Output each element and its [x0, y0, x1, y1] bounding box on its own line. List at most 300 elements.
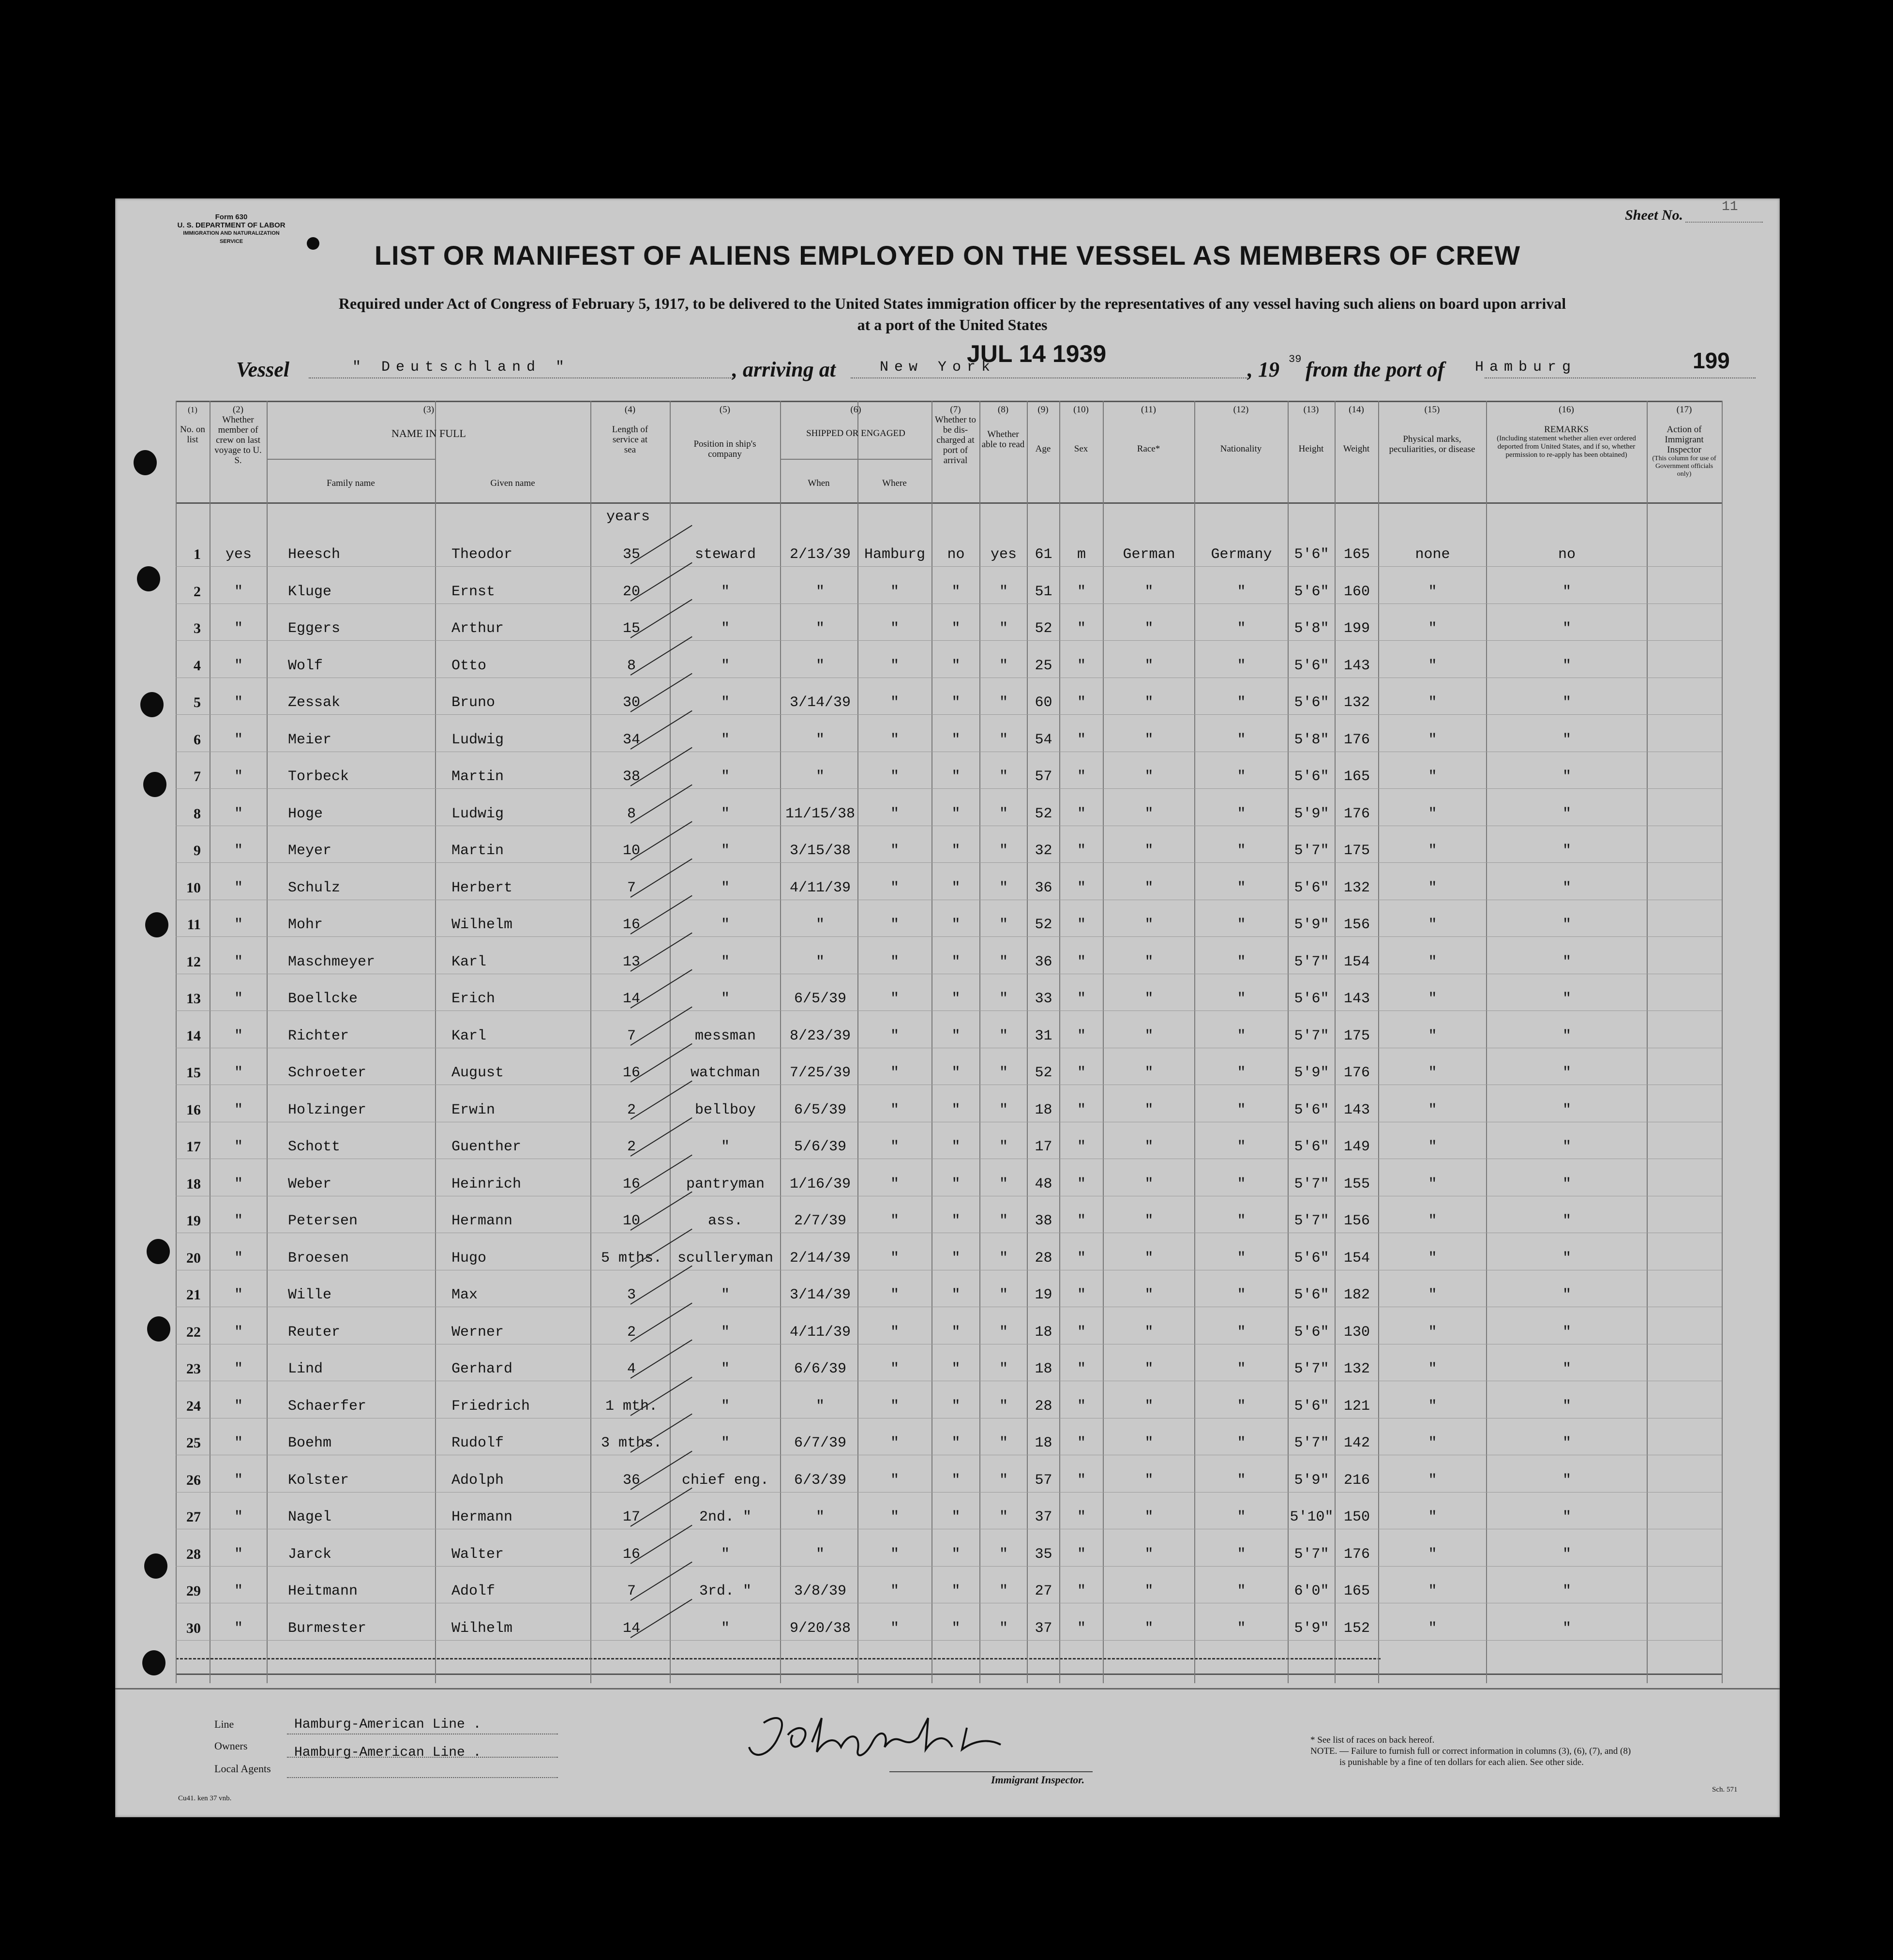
- cell-when: 4/11/39: [789, 1324, 851, 1341]
- cell-given: Walter: [451, 1546, 504, 1563]
- punch-hole: [143, 772, 166, 797]
- name-subheader-rule: [267, 459, 435, 460]
- vessel-name: " Deutschland ": [352, 359, 571, 376]
- cell-given: Gerhard: [451, 1361, 513, 1377]
- cell-remarks: ": [1562, 731, 1571, 748]
- cell-family: Heesch: [288, 546, 341, 563]
- cell-last: ": [234, 1065, 243, 1081]
- cell-weight: 182: [1343, 1287, 1370, 1303]
- cell-remarks: ": [1562, 694, 1571, 711]
- cell-race: ": [1144, 805, 1154, 822]
- cell-remarks: ": [1562, 917, 1571, 933]
- cell-remarks: ": [1562, 953, 1571, 970]
- cell-remarks: no: [1558, 546, 1576, 563]
- cell-last: ": [234, 1398, 243, 1415]
- cell-marks: ": [1428, 583, 1437, 600]
- cell-when: 3/15/38: [789, 843, 851, 859]
- cell-service: 16: [622, 1176, 640, 1192]
- cell-nat: ": [1237, 583, 1246, 600]
- cell-weight: 143: [1343, 657, 1370, 674]
- cell-height: 6'0": [1294, 1583, 1329, 1599]
- cell-race: ": [1144, 1509, 1154, 1525]
- cell-given: Wilhelm: [451, 1620, 513, 1637]
- cell-where: ": [890, 1435, 899, 1451]
- cell-given: Ludwig: [451, 805, 504, 822]
- cell-when: ": [815, 953, 825, 970]
- cell-nat: ": [1237, 1287, 1246, 1303]
- cell-given: Theodor: [451, 546, 513, 563]
- cell-disch: ": [951, 917, 961, 933]
- races-note: * See list of races on back hereof.: [1310, 1735, 1435, 1745]
- cell-given: Adolf: [451, 1583, 496, 1599]
- cell-weight: 160: [1343, 583, 1370, 600]
- col-header-inspector-action: (17) Action of Immigrant Inspector (This column for use of Government officials only): [1652, 405, 1716, 478]
- cell-race: ": [1144, 1583, 1154, 1599]
- row-rule: [176, 788, 1722, 789]
- cell-nat: ": [1237, 1398, 1246, 1415]
- inspector-line: [889, 1771, 1093, 1772]
- col-header-nationality: (12) Nationality: [1220, 405, 1262, 454]
- cell-read: ": [999, 769, 1008, 785]
- cell-when: 6/6/39: [794, 1361, 847, 1377]
- col-header-shipped: (6) SHIPPED OR ENGAGED: [806, 405, 905, 438]
- cell-nat: ": [1237, 1250, 1246, 1266]
- cell-nat: ": [1237, 1472, 1246, 1489]
- cell-nat: ": [1237, 1546, 1246, 1563]
- cell-nat: ": [1237, 694, 1246, 711]
- cell-where: ": [890, 657, 899, 674]
- cell-when: 11/15/38: [785, 805, 856, 822]
- subtitle-line-1: Required under Act of Congress of February 5, 1917, to be delivered to the United States immigration officer by the representatives of any vessel having such aliens on board upon arrival: [338, 295, 1566, 312]
- cell-position: chief eng.: [681, 1472, 769, 1489]
- cell-no: 19: [186, 1213, 201, 1229]
- col-header-no: (1) No. on list: [180, 405, 205, 445]
- cell-family: Wolf: [288, 657, 323, 674]
- punch-hole: [144, 1553, 167, 1579]
- cell-age: 31: [1035, 1027, 1052, 1044]
- cell-where: ": [890, 1065, 899, 1081]
- cell-service: 3 mths.: [601, 1435, 662, 1451]
- cell-disch: ": [951, 583, 961, 600]
- punch-hole: [147, 1239, 170, 1264]
- cell-position: ": [721, 1361, 730, 1377]
- penalty-note-2: is punishable by a fine of ten dollars for each alien. See other side.: [1339, 1757, 1584, 1767]
- cell-sex: ": [1077, 1176, 1086, 1192]
- penalty-note-1: NOTE. — Failure to furnish full or correct information in columns (3), (6), (7), and (8): [1310, 1746, 1631, 1756]
- cell-age: 18: [1035, 1101, 1052, 1118]
- cell-marks: ": [1428, 1139, 1437, 1155]
- cell-position: ": [721, 879, 730, 896]
- cell-last: ": [234, 805, 243, 822]
- cell-remarks: ": [1562, 1139, 1571, 1155]
- cell-disch: ": [951, 1176, 961, 1192]
- cell-remarks: ": [1562, 1027, 1571, 1044]
- cell-marks: ": [1428, 1213, 1437, 1229]
- cell-nat: ": [1237, 805, 1246, 822]
- sheet-number-line: [1685, 222, 1763, 223]
- date-stamp: JUL 14 1939: [967, 340, 1107, 367]
- cell-marks: ": [1428, 1324, 1437, 1341]
- cell-height: 5'6": [1294, 546, 1329, 563]
- cell-last: ": [234, 1139, 243, 1155]
- cell-where: ": [890, 1509, 899, 1525]
- cell-where: ": [890, 620, 899, 637]
- cell-last: ": [234, 1620, 243, 1637]
- cell-service: 3: [627, 1287, 636, 1303]
- cell-family: Schott: [288, 1139, 341, 1155]
- row-rule: [176, 1010, 1722, 1011]
- cell-given: Erich: [451, 991, 496, 1007]
- cell-position: ": [721, 583, 730, 600]
- row-rule: [176, 603, 1722, 604]
- cell-marks: ": [1428, 1620, 1437, 1637]
- cell-read: ": [999, 1101, 1008, 1118]
- cell-weight: 143: [1343, 1101, 1370, 1118]
- cell-last: ": [234, 694, 243, 711]
- cell-service: 30: [622, 694, 640, 711]
- line-label: Line: [214, 1718, 234, 1730]
- cell-when: 6/7/39: [794, 1435, 847, 1451]
- col-rule: [267, 401, 268, 1683]
- form-service: IMMIGRATION AND NATURALIZATION SERVICE: [183, 230, 280, 244]
- cell-race: ": [1144, 1139, 1154, 1155]
- cell-given: Heinrich: [451, 1176, 522, 1192]
- cell-disch: ": [951, 769, 961, 785]
- cell-last: ": [234, 1509, 243, 1525]
- cell-disch: ": [951, 694, 961, 711]
- cell-sex: ": [1077, 805, 1086, 822]
- cell-nat: ": [1237, 917, 1246, 933]
- cell-sex: ": [1077, 1472, 1086, 1489]
- cell-no: 14: [186, 1027, 201, 1044]
- cell-height: 5'6": [1294, 991, 1329, 1007]
- cell-family: Zessak: [288, 694, 341, 711]
- cell-no: 21: [186, 1287, 201, 1303]
- cell-where: ": [890, 953, 899, 970]
- from-port-label: from the port of: [1306, 358, 1445, 381]
- cell-race: ": [1144, 694, 1154, 711]
- cell-remarks: ": [1562, 1398, 1571, 1415]
- cell-height: 5'9": [1294, 805, 1329, 822]
- cell-family: Kolster: [288, 1472, 349, 1489]
- cell-read: ": [999, 953, 1008, 970]
- cell-height: 5'9": [1294, 1065, 1329, 1081]
- cell-disch: ": [951, 1398, 961, 1415]
- cell-given: Ernst: [451, 583, 496, 600]
- cell-nat: ": [1237, 620, 1246, 637]
- cell-age: 52: [1035, 620, 1052, 637]
- cell-remarks: ": [1562, 805, 1571, 822]
- cell-age: 37: [1035, 1509, 1052, 1525]
- cell-where: ": [890, 1472, 899, 1489]
- col-header-remarks: (16) REMARKS (Including statement whether alien ever ordered deported from United States, and if so, whether permission to re-apply has been obtained): [1497, 405, 1636, 459]
- cell-marks: ": [1428, 879, 1437, 896]
- cell-sex: ": [1077, 1509, 1086, 1525]
- cell-remarks: ": [1562, 1361, 1571, 1377]
- cell-race: ": [1144, 769, 1154, 785]
- cell-family: Schulz: [288, 879, 341, 896]
- cell-position: ": [721, 731, 730, 748]
- cell-given: Karl: [451, 1027, 487, 1044]
- cell-sex: ": [1077, 917, 1086, 933]
- cell-age: 60: [1035, 694, 1052, 711]
- cell-service: 34: [622, 731, 640, 748]
- cell-nat: ": [1237, 1620, 1246, 1637]
- cell-height: 5'7": [1294, 1546, 1329, 1563]
- cell-sex: ": [1077, 1250, 1086, 1266]
- footer-rule: [115, 1688, 1780, 1689]
- cell-age: 61: [1035, 546, 1052, 563]
- sheet-number-label: Sheet No.: [1625, 207, 1683, 223]
- cell-read: ": [999, 1287, 1008, 1303]
- col-rule: [590, 401, 591, 1683]
- cell-weight: 150: [1343, 1509, 1370, 1525]
- cell-family: Heitmann: [288, 1583, 358, 1599]
- cell-age: 57: [1035, 1472, 1052, 1489]
- cell-age: 27: [1035, 1583, 1052, 1599]
- cell-given: Bruno: [451, 694, 496, 711]
- cell-where: ": [890, 1213, 899, 1229]
- col-header-when: When: [808, 478, 830, 488]
- cell-race: ": [1144, 1250, 1154, 1266]
- cell-remarks: ": [1562, 1620, 1571, 1637]
- cell-nat: ": [1237, 1101, 1246, 1118]
- cell-weight: 149: [1343, 1139, 1370, 1155]
- cell-service: 17: [622, 1509, 640, 1525]
- cell-last: ": [234, 1176, 243, 1192]
- cell-race: ": [1144, 1398, 1154, 1415]
- cell-service: 38: [622, 769, 640, 785]
- cell-where: ": [890, 879, 899, 896]
- cell-when: ": [815, 1546, 825, 1563]
- cell-when: 2/7/39: [794, 1213, 847, 1229]
- owners-value: Hamburg-American Line .: [294, 1745, 481, 1760]
- cell-service: 36: [622, 1472, 640, 1489]
- cell-race: ": [1144, 991, 1154, 1007]
- cell-race: German: [1123, 546, 1175, 563]
- col-header-physical-marks: (15) Physical marks, peculiarities, or disease: [1389, 405, 1475, 454]
- cell-when: 6/5/39: [794, 991, 847, 1007]
- cell-marks: ": [1428, 1361, 1437, 1377]
- year-suffix: 39: [1289, 353, 1302, 365]
- cell-no: 5: [194, 694, 201, 710]
- cell-position: ": [721, 1620, 730, 1637]
- cell-position: messman: [694, 1027, 756, 1044]
- cell-given: Herbert: [451, 879, 513, 896]
- cell-where: ": [890, 1101, 899, 1118]
- cell-remarks: ": [1562, 1546, 1571, 1563]
- cell-height: 5'7": [1294, 1361, 1329, 1377]
- cell-height: 5'6": [1294, 694, 1329, 711]
- cell-race: ": [1144, 843, 1154, 859]
- cell-no: 26: [186, 1472, 201, 1488]
- cell-read: ": [999, 1213, 1008, 1229]
- cell-marks: ": [1428, 1176, 1437, 1192]
- cell-marks: ": [1428, 917, 1437, 933]
- row-rule: [176, 1566, 1722, 1567]
- cell-given: Ludwig: [451, 731, 504, 748]
- cell-sex: ": [1077, 1027, 1086, 1044]
- cell-remarks: ": [1562, 1250, 1571, 1266]
- cell-last: ": [234, 1324, 243, 1341]
- cell-family: Meier: [288, 731, 332, 748]
- cell-marks: ": [1428, 657, 1437, 674]
- cell-family: Lind: [288, 1361, 323, 1377]
- cell-given: Otto: [451, 657, 487, 674]
- cell-sex: ": [1077, 953, 1086, 970]
- cell-service: 14: [622, 1620, 640, 1637]
- cell-given: Rudolf: [451, 1435, 504, 1451]
- cell-last: ": [234, 917, 243, 933]
- cell-when: ": [815, 917, 825, 933]
- cell-last: yes: [225, 546, 252, 563]
- cell-weight: 176: [1343, 731, 1370, 748]
- cell-height: 5'9": [1294, 1620, 1329, 1637]
- cell-race: ": [1144, 1213, 1154, 1229]
- cell-race: ": [1144, 1620, 1154, 1637]
- cell-sex: ": [1077, 620, 1086, 637]
- cell-disch: ": [951, 731, 961, 748]
- cell-no: 15: [186, 1065, 201, 1081]
- line-value: Hamburg-American Line .: [294, 1717, 481, 1732]
- cell-when: ": [815, 620, 825, 637]
- cell-service: 5 mths.: [601, 1250, 662, 1266]
- row-rule: [176, 714, 1722, 715]
- cell-family: Schroeter: [288, 1065, 367, 1081]
- cell-position: sculleryman: [677, 1250, 774, 1266]
- cell-when: 9/20/38: [789, 1620, 851, 1637]
- cell-marks: ": [1428, 694, 1437, 711]
- vessel-name-line: [309, 377, 735, 378]
- cell-height: 5'7": [1294, 843, 1329, 859]
- cell-weight: 121: [1343, 1398, 1370, 1415]
- cell-last: ": [234, 1546, 243, 1563]
- cell-no: 10: [186, 879, 201, 896]
- cell-sex: ": [1077, 657, 1086, 674]
- cell-where: ": [890, 1176, 899, 1192]
- cell-marks: ": [1428, 1065, 1437, 1081]
- cell-where: ": [890, 917, 899, 933]
- cell-weight: 154: [1343, 953, 1370, 970]
- cell-given: Erwin: [451, 1101, 496, 1118]
- cell-age: 17: [1035, 1139, 1052, 1155]
- inspector-label: Immigrant Inspector.: [991, 1774, 1085, 1786]
- cell-race: ": [1144, 917, 1154, 933]
- cell-no: 3: [194, 620, 201, 636]
- cell-weight: 156: [1343, 1213, 1370, 1229]
- cell-sex: ": [1077, 1287, 1086, 1303]
- cell-when: ": [815, 769, 825, 785]
- cell-age: 52: [1035, 1065, 1052, 1081]
- cell-nat: ": [1237, 879, 1246, 896]
- cell-no: 25: [186, 1435, 201, 1451]
- cell-sex: ": [1077, 1065, 1086, 1081]
- cell-last: ": [234, 879, 243, 896]
- col-header-position: (5) Position in ship's company: [693, 405, 756, 459]
- cell-position: 3rd. ": [699, 1583, 752, 1599]
- col-header-where: Where: [882, 478, 907, 488]
- cell-last: ": [234, 1472, 243, 1489]
- cell-sex: m: [1077, 546, 1086, 563]
- cell-read: ": [999, 1509, 1008, 1525]
- cell-remarks: ": [1562, 843, 1571, 859]
- cell-disch: ": [951, 843, 961, 859]
- cell-position: ": [721, 657, 730, 674]
- cell-last: ": [234, 953, 243, 970]
- cell-remarks: ": [1562, 1213, 1571, 1229]
- cell-height: 5'7": [1294, 1213, 1329, 1229]
- cell-race: ": [1144, 583, 1154, 600]
- cell-given: Hermann: [451, 1509, 513, 1525]
- cell-service: 4: [627, 1361, 636, 1377]
- cell-height: 5'7": [1294, 1435, 1329, 1451]
- cell-read: ": [999, 1065, 1008, 1081]
- cell-sex: ": [1077, 1583, 1086, 1599]
- cell-weight: 154: [1343, 1250, 1370, 1266]
- cell-sex: ": [1077, 769, 1086, 785]
- cell-race: ": [1144, 620, 1154, 637]
- cell-read: ": [999, 1398, 1008, 1415]
- cell-remarks: ": [1562, 1287, 1571, 1303]
- row-rule: [176, 640, 1722, 641]
- col-header-race: (11) Race*: [1137, 405, 1160, 454]
- cell-position: ": [721, 991, 730, 1007]
- cell-position: ": [721, 769, 730, 785]
- cell-position: ": [721, 1324, 730, 1341]
- cell-sex: ": [1077, 1620, 1086, 1637]
- cell-family: Meyer: [288, 843, 332, 859]
- cell-sex: ": [1077, 731, 1086, 748]
- cell-race: ": [1144, 1101, 1154, 1118]
- cell-service: 13: [622, 953, 640, 970]
- cell-remarks: ": [1562, 1435, 1571, 1451]
- cell-no: 18: [186, 1176, 201, 1192]
- cell-race: ": [1144, 1176, 1154, 1192]
- cell-when: 3/8/39: [794, 1583, 847, 1599]
- cell-when: 3/14/39: [789, 1287, 851, 1303]
- cell-position: ": [721, 953, 730, 970]
- col-rule: [1647, 401, 1648, 1683]
- cell-sex: ": [1077, 991, 1086, 1007]
- cell-age: 18: [1035, 1435, 1052, 1451]
- cell-position: ": [721, 1287, 730, 1303]
- cell-position: ": [721, 843, 730, 859]
- cell-read: ": [999, 620, 1008, 637]
- manifest-sheet: [115, 198, 1780, 1817]
- cell-marks: ": [1428, 991, 1437, 1007]
- cell-disch: ": [951, 1250, 961, 1266]
- cell-family: Nagel: [288, 1509, 332, 1525]
- cell-where: ": [890, 1287, 899, 1303]
- cell-when: 3/14/39: [789, 694, 851, 711]
- cell-where: ": [890, 1583, 899, 1599]
- cell-service: 16: [622, 917, 640, 933]
- cell-read: ": [999, 694, 1008, 711]
- cell-where: ": [890, 694, 899, 711]
- cell-read: ": [999, 583, 1008, 600]
- cell-read: ": [999, 657, 1008, 674]
- cell-marks: ": [1428, 1027, 1437, 1044]
- cell-height: 5'7": [1294, 1176, 1329, 1192]
- cell-read: ": [999, 1176, 1008, 1192]
- cell-weight: 175: [1343, 1027, 1370, 1044]
- cell-nat: ": [1237, 991, 1246, 1007]
- cell-family: Wille: [288, 1287, 332, 1303]
- cell-remarks: ": [1562, 620, 1571, 637]
- cell-read: yes: [990, 546, 1017, 563]
- cell-age: 33: [1035, 991, 1052, 1007]
- service-unit-years: years: [606, 509, 650, 525]
